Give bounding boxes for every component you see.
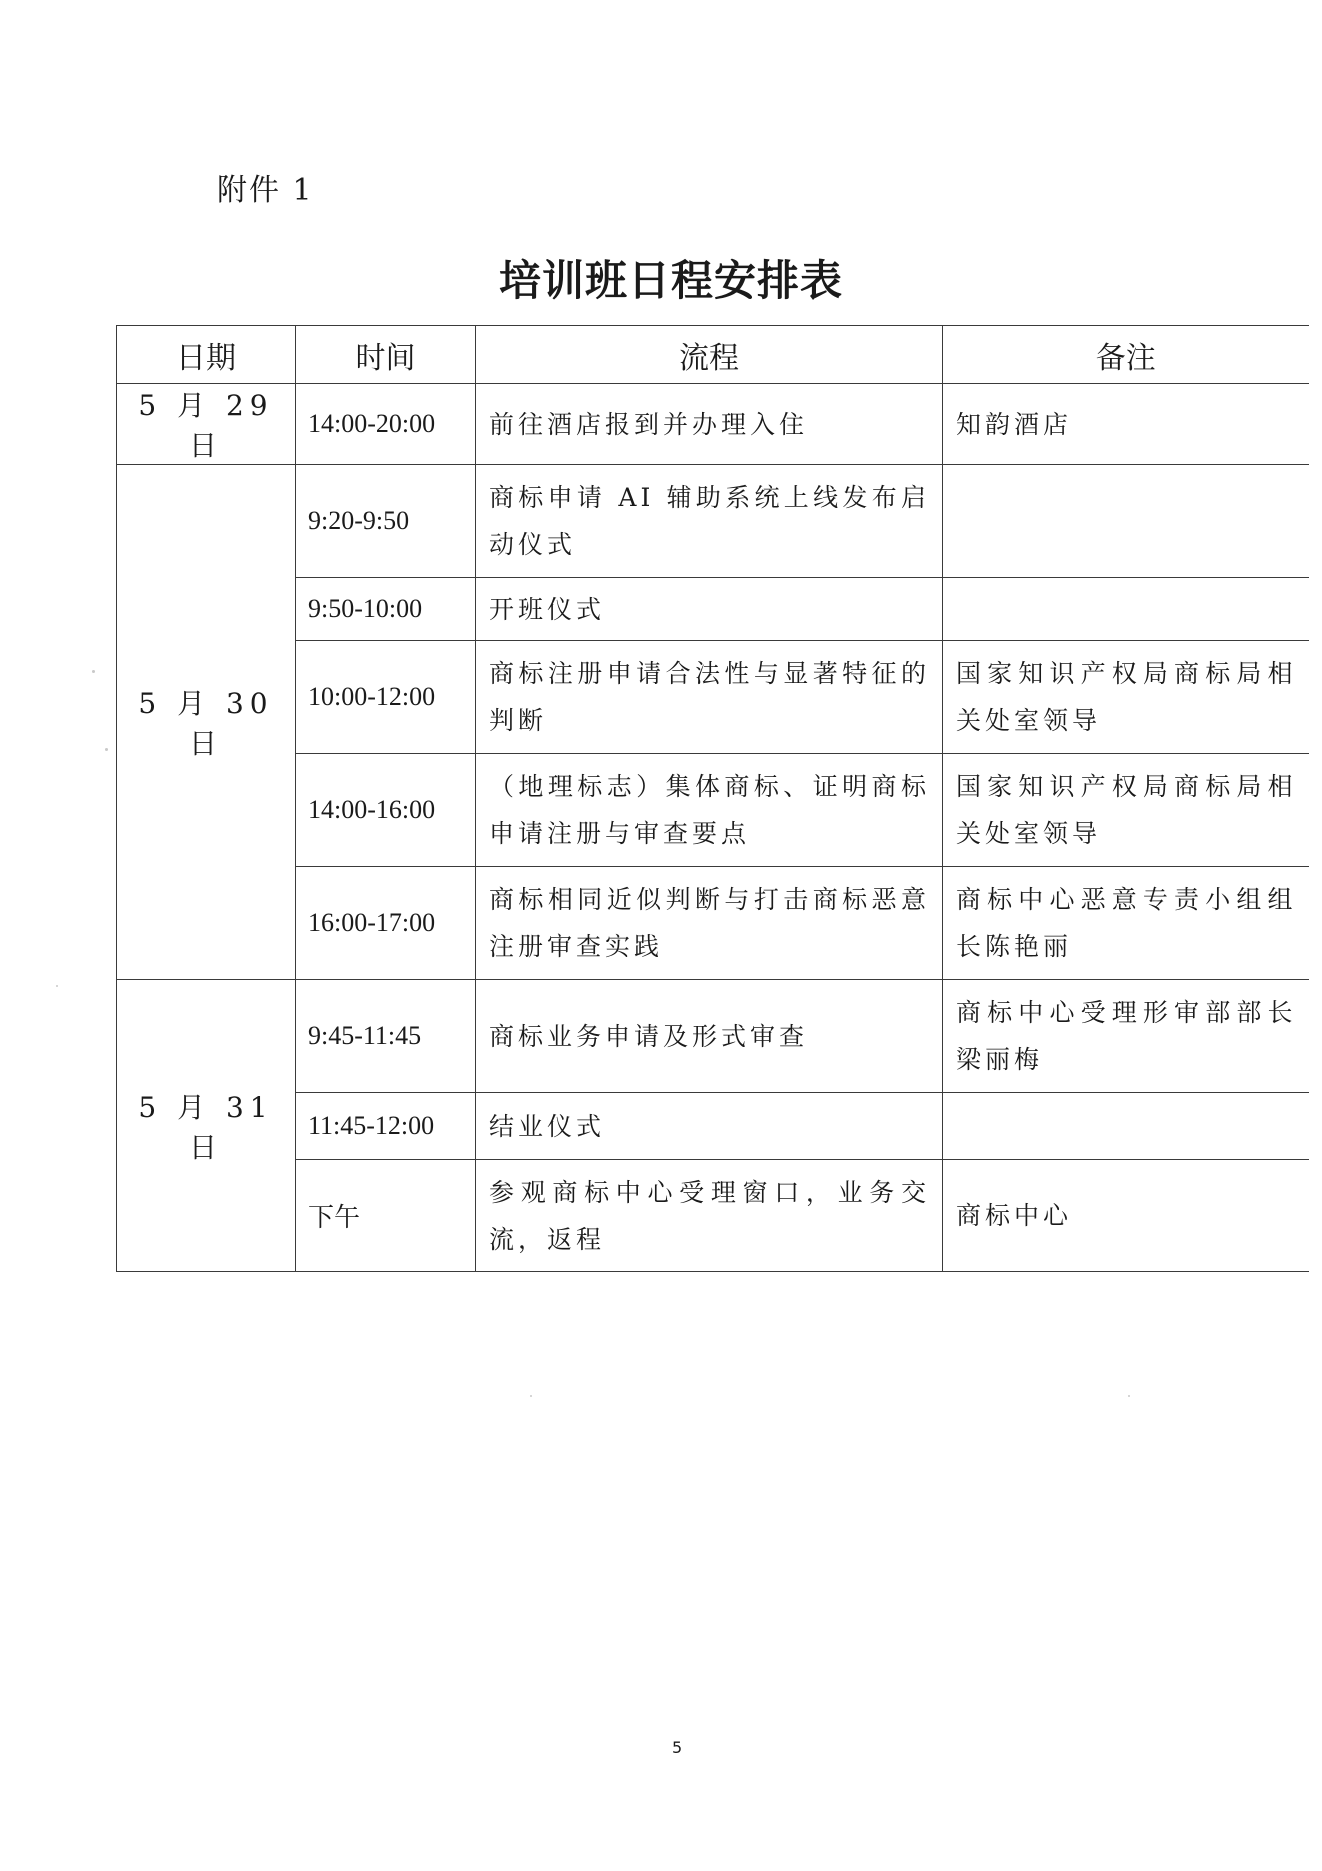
column-header-time: 时间 <box>296 326 476 384</box>
time-cell: 14:00-16:00 <box>296 754 476 867</box>
process-cell: 商标相同近似判断与打击商标恶意注册审查实践 <box>476 867 943 980</box>
schedule-table <box>116 325 1309 1272</box>
date-cell: 5 月 29 日 <box>117 384 296 465</box>
column-header-date: 日期 <box>117 326 296 384</box>
time-cell: 16:00-17:00 <box>296 867 476 980</box>
table-row <box>117 465 1309 578</box>
note-cell: 国家知识产权局商标局相关处室领导 <box>943 754 1309 867</box>
note-cell: 知韵酒店 <box>943 384 1309 465</box>
column-header-process: 流程 <box>476 326 943 384</box>
page-title: 培训班日程安排表 <box>498 256 843 305</box>
table-row <box>117 980 1309 1093</box>
note-cell: 商标中心 <box>943 1160 1309 1272</box>
process-cell: 前往酒店报到并办理入住 <box>476 384 943 465</box>
process-cell: 商标业务申请及形式审查 <box>476 980 943 1093</box>
table-row <box>117 578 1309 641</box>
scan-speck <box>92 670 95 673</box>
note-cell <box>943 1093 1309 1160</box>
table-row <box>117 384 1309 465</box>
attachment-label: 附件 1 <box>217 173 314 208</box>
time-cell: 9:20-9:50 <box>296 465 476 578</box>
date-cell: 5 月 30 日 <box>117 465 296 980</box>
table-row <box>117 754 1309 867</box>
scan-speck <box>530 1395 532 1397</box>
time-cell: 14:00-20:00 <box>296 384 476 465</box>
time-cell: 下午 <box>296 1160 476 1272</box>
process-cell: 商标注册申请合法性与显著特征的判断 <box>476 641 943 754</box>
table-header-row <box>117 326 1309 384</box>
table-row <box>117 867 1309 980</box>
note-cell: 商标中心受理形审部部长梁丽梅 <box>943 980 1309 1093</box>
table-row <box>117 641 1309 754</box>
note-cell <box>943 578 1309 641</box>
table-row <box>117 1093 1309 1160</box>
process-cell: 参观商标中心受理窗口，业务交流，返程 <box>476 1160 943 1272</box>
date-cell: 5 月 31 日 <box>117 980 296 1272</box>
column-header-note: 备注 <box>943 326 1309 384</box>
process-cell: 商标申请 AI 辅助系统上线发布启动仪式 <box>476 465 943 578</box>
process-cell: 结业仪式 <box>476 1093 943 1160</box>
process-cell: （地理标志）集体商标、证明商标申请注册与审查要点 <box>476 754 943 867</box>
scan-speck <box>56 985 58 987</box>
time-cell: 9:50-10:00 <box>296 578 476 641</box>
table-row <box>117 1160 1309 1272</box>
time-cell: 10:00-12:00 <box>296 641 476 754</box>
scan-speck <box>105 748 108 751</box>
time-cell: 9:45-11:45 <box>296 980 476 1093</box>
page-number: 5 <box>672 1738 683 1757</box>
note-cell: 商标中心恶意专责小组组长陈艳丽 <box>943 867 1309 980</box>
time-cell: 11:45-12:00 <box>296 1093 476 1160</box>
note-cell: 国家知识产权局商标局相关处室领导 <box>943 641 1309 754</box>
process-cell: 开班仪式 <box>476 578 943 641</box>
note-cell <box>943 465 1309 578</box>
scan-speck <box>1128 1395 1130 1397</box>
